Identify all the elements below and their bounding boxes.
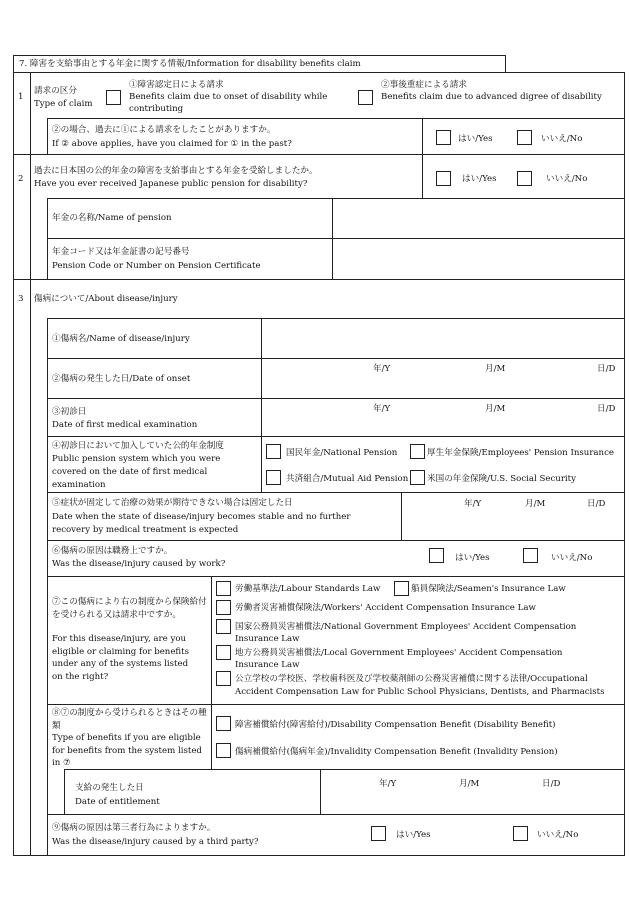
- national-pension-checkbox[interactable]: [266, 444, 281, 459]
- us-social-security-checkbox[interactable]: [410, 470, 425, 485]
- benefit-type-label-en: Type of benefits if you are eligible for benefits from the system listed in ⑦: [52, 733, 202, 768]
- first-exam-year-label: 年/Y: [373, 404, 391, 414]
- section-title: 7. 障害を支給事由とする年金に関する情報/Information for disability benefits claim: [19, 59, 361, 69]
- labour-standards-checkbox[interactable]: [216, 581, 231, 596]
- invalidity-compensation-checkbox[interactable]: [216, 743, 231, 758]
- received-pension-no-checkbox[interactable]: [517, 171, 532, 186]
- pension-system-label-en3: examination: [52, 480, 106, 490]
- pension-code-label-ja: 年金コード又は年金証書の記号番号: [52, 247, 190, 257]
- benefit-systems-question-en: For this disease/injury, are you eligible or claiming for benefits under any of the systems listed on the right?: [52, 634, 190, 682]
- claim-type-advanced-checkbox[interactable]: [358, 90, 373, 105]
- local-gov-accident-label-2: Insurance Law: [235, 660, 300, 670]
- stable-month-label: 月/M: [525, 499, 546, 509]
- mutual-aid-pension-checkbox[interactable]: [266, 470, 281, 485]
- national-gov-accident-checkbox[interactable]: [216, 619, 231, 634]
- public-school-accident-label: 公立学校の学校医、学校歯科医及び学校薬剤師の公務災害補償に関する法律/Occupational: [235, 674, 588, 684]
- seamens-insurance-checkbox[interactable]: [394, 581, 409, 596]
- row-number-1: 1: [18, 92, 24, 102]
- disability-compensation-checkbox[interactable]: [216, 716, 231, 731]
- work-cause-question-ja: ⑥傷病の原因は職務上ですか。: [52, 546, 173, 556]
- claim-type-onset-en2: contributing: [129, 104, 184, 114]
- third-party-yes-label: はい/Yes: [396, 830, 431, 840]
- stable-date-label-ja: ⑤症状が固定して治療の効果が期待できない場合は固定した日: [52, 498, 293, 508]
- onset-date-label: ②傷病の発生した日/Date of onset: [52, 374, 191, 384]
- pension-system-label-en1: Public pension system which you were: [52, 454, 221, 464]
- work-cause-yes-checkbox[interactable]: [429, 548, 444, 563]
- disease-section-title: 傷病について/About disease/injury: [34, 294, 178, 304]
- received-pension-question-en: Have you ever received Japanese public pension for disability?: [34, 179, 308, 189]
- row-number-3: 3: [18, 294, 24, 304]
- onset-day-label: 日/D: [597, 364, 616, 374]
- claim-type-onset-en: Benefits claim due to onset of disability while: [129, 92, 328, 102]
- public-school-accident-checkbox[interactable]: [216, 671, 231, 686]
- invalidity-compensation-label: 傷病補償給付(傷病年金)/Invalidity Compensation Benefit (Invalidity Pension): [235, 747, 558, 757]
- labour-standards-label: 労働基準法/Labour Standards Law: [235, 584, 381, 594]
- entitlement-month-label: 月/M: [459, 779, 480, 789]
- stable-date-label-en2: recovery by medical treatment is expected: [52, 525, 239, 535]
- pension-name-label: 年金の名称/Name of pension: [52, 213, 172, 223]
- first-exam-day-label: 日/D: [597, 404, 616, 414]
- entitlement-date-label-ja: 支給の発生した日: [75, 783, 144, 793]
- third-party-question-ja: ⑨傷病の原因は第三者行為によりますか。: [52, 823, 216, 833]
- claim-type-label-ja: 請求の区分: [34, 86, 77, 96]
- disability-compensation-label: 障害補償給付(障害給付)/Disability Compensation Benefit (Disability Benefit): [235, 720, 556, 730]
- prior-claim-question-ja: ②の場合、過去に①による請求をしたことがありますか。: [52, 125, 276, 135]
- pension-system-label-en2: covered on the date of first medical: [52, 467, 208, 477]
- stable-date-label-en1: Date when the state of disease/injury becomes stable and no further: [52, 512, 351, 522]
- entitlement-year-label: 年/Y: [379, 779, 397, 789]
- workers-accident-label: 労働者災害補償保険法/Workers' Accident Compensation Insurance Law: [235, 603, 536, 613]
- third-party-no-checkbox[interactable]: [513, 826, 528, 841]
- entitlement-day-label: 日/D: [542, 779, 561, 789]
- work-cause-yes-label: はい/Yes: [455, 553, 490, 563]
- prior-claim-yes-label: はい/Yes: [458, 134, 493, 144]
- stable-day-label: 日/D: [587, 499, 606, 509]
- third-party-yes-checkbox[interactable]: [371, 826, 386, 841]
- pension-code-field[interactable]: [333, 239, 624, 278]
- claim-type-onset-checkbox[interactable]: [106, 90, 121, 105]
- benefit-systems-question-ja: ⑦この傷病により右の制度から保険給付を受けられる又は請求中ですか。: [52, 597, 207, 620]
- stable-year-label: 年/Y: [464, 499, 482, 509]
- national-gov-accident-label-2: Insurance Law: [235, 634, 300, 644]
- work-cause-no-checkbox[interactable]: [523, 548, 538, 563]
- third-party-question-en: Was the disease/injury caused by a third party?: [52, 837, 259, 847]
- claim-type-label-en: Type of claim: [34, 99, 93, 109]
- prior-claim-question-en: If ② above applies, have you claimed for ① in the past?: [52, 139, 292, 149]
- onset-year-label: 年/Y: [373, 364, 391, 374]
- disease-name-label: ①傷病名/Name of disease/injury: [52, 334, 190, 344]
- pension-code-label-en: Pension Code or Number on Pension Certificate: [52, 261, 261, 271]
- public-school-accident-label-2: Accident Compensation Law for Public School Physicians, Dentists, and Pharmacists: [235, 687, 605, 697]
- third-party-no-label: いいえ/No: [537, 830, 579, 840]
- national-gov-accident-label: 国家公務員災害補償法/National Government Employees' Accident Compensation: [235, 622, 577, 632]
- onset-month-label: 月/M: [485, 364, 506, 374]
- seamens-insurance-label: 船員保険法/Seamen's Insurance Law: [411, 584, 566, 594]
- prior-claim-yes-checkbox[interactable]: [436, 130, 451, 145]
- employees-pension-label: 厚生年金保険/Employees' Pension Insurance: [427, 448, 614, 458]
- disease-name-field[interactable]: [262, 319, 624, 358]
- us-social-security-label: 米国の年金保険/U.S. Social Security: [427, 474, 576, 484]
- prior-claim-no-checkbox[interactable]: [517, 130, 532, 145]
- pension-system-label-ja: ④初診日において加入していた公的年金制度: [52, 441, 224, 451]
- entitlement-date-label-en: Date of entitlement: [75, 797, 160, 807]
- first-exam-month-label: 月/M: [485, 404, 506, 414]
- first-exam-label-en: Date of first medical examination: [52, 420, 198, 430]
- first-exam-label-ja: ③初診日: [52, 407, 87, 417]
- work-cause-no-label: いいえ/No: [551, 553, 593, 563]
- row-number-2: 2: [18, 174, 24, 184]
- local-gov-accident-checkbox[interactable]: [216, 645, 231, 660]
- received-pension-question-ja: 過去に日本国の公的年金の障害を支給事由とする年金を受給しましたか。: [34, 166, 318, 176]
- local-gov-accident-label: 地方公務員災害補償法/Local Government Employees' Accident Compensation: [235, 648, 563, 658]
- received-pension-no-label: いいえ/No: [546, 174, 588, 184]
- claim-type-advanced-en: Benefits claim due to advanced digree of disability: [381, 92, 602, 102]
- received-pension-yes-checkbox[interactable]: [436, 171, 451, 186]
- prior-claim-no-label: いいえ/No: [541, 134, 583, 144]
- employees-pension-checkbox[interactable]: [410, 444, 425, 459]
- received-pension-yes-label: はい/Yes: [462, 174, 497, 184]
- mutual-aid-pension-label: 共済組合/Mutual Aid Pension: [286, 474, 409, 484]
- pension-name-field[interactable]: [333, 199, 624, 238]
- claim-type-onset-ja: ①障害認定日による請求: [129, 80, 224, 90]
- claim-type-advanced-ja: ②事後重症による請求: [381, 80, 467, 90]
- national-pension-label: 国民年金/National Pension: [286, 448, 398, 458]
- benefit-type-label-ja: ⑧⑦の制度から受けられるときはその種類: [52, 708, 207, 731]
- workers-accident-checkbox[interactable]: [216, 600, 231, 615]
- work-cause-question-en: Was the disease/injury caused by work?: [52, 559, 226, 569]
